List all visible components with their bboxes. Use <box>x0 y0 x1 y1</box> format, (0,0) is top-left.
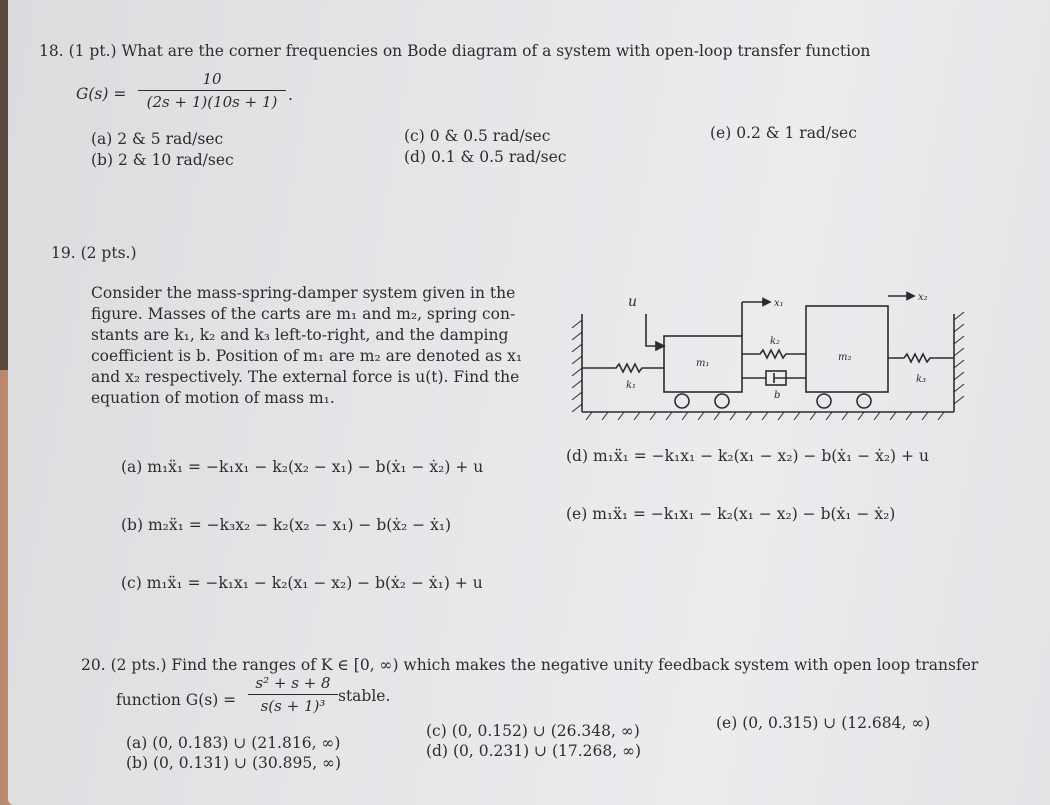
label-x2: x₂ <box>918 292 928 303</box>
q20-fraction <box>248 674 338 715</box>
q18-option-a: (a) 2 & 5 rad/sec <box>91 130 224 148</box>
q18-header: 18. (1 pt.) What are the corner frequencies on Bode diagram of a system with open-loop transfer function <box>39 42 871 60</box>
x2-arrowhead <box>907 293 914 300</box>
q19-text-line: equation of motion of mass m₁. <box>91 389 335 407</box>
q19-option-a: (a) m₁ẍ₁ = −k₁x₁ − k₂(x₂ − x₁) − b(ẋ₁ − ẋ₂) + u <box>121 458 484 476</box>
damper-b <box>742 371 806 385</box>
q19-option-c: (c) m₁ẍ₁ = −k₁x₁ − k₂(x₁ − x₂) − b(ẋ₂ − ẋ₁) + u <box>121 574 483 592</box>
q18-denominator: (2s + 1)(10s + 1) <box>138 90 286 111</box>
q18-period: . <box>288 86 293 104</box>
q19-option-b: (b) m₂ẍ₁ = −k₃x₂ − k₂(x₂ − x₁) − b(ẋ₂ − ẋ₁) <box>121 516 452 534</box>
force-u-arrowhead <box>656 342 664 350</box>
label-k3: k₃ <box>916 374 927 385</box>
q19-text-line: stants are k₁, k₂ and k₃ left-to-right, and the damping <box>91 326 509 344</box>
q19-text-line: Consider the mass-spring-damper system given in the <box>91 284 516 302</box>
ground-hatch <box>586 412 944 420</box>
q19-text-line: and x₂ respectively. The external force is u(t). Find the <box>91 368 520 386</box>
wheel <box>817 394 831 408</box>
q18-g-label: G(s) = <box>76 85 127 103</box>
q20-stable: stable. <box>338 687 391 705</box>
q20-option-b: (b) (0, 0.131) ∪ (30.895, ∞) <box>126 754 342 772</box>
left-wall-hatch <box>572 320 582 412</box>
label-k2: k₂ <box>770 336 781 347</box>
label-m2: m₂ <box>838 352 852 363</box>
q20-option-e: (e) (0, 0.315) ∪ (12.684, ∞) <box>716 714 931 732</box>
label-b: b <box>774 390 781 401</box>
mass-spring-damper-figure <box>568 286 968 426</box>
q20-header: 20. (2 pts.) Find the ranges of K ∈ [0, ∞) which makes the negative unity feedback system with open loop transfer <box>81 656 979 674</box>
q18-option-c: (c) 0 & 0.5 rad/sec <box>404 127 551 145</box>
q19-header: 19. (2 pts.) <box>51 244 137 262</box>
spring-k3 <box>888 354 954 362</box>
spring-k1 <box>582 364 664 372</box>
exam-page <box>8 0 1050 805</box>
q19-text-line: figure. Masses of the carts are m₁ and m₂, spring con- <box>91 305 516 323</box>
label-u: u <box>628 294 638 310</box>
label-k1: k₁ <box>626 380 637 391</box>
q20-option-c: (c) (0, 0.152) ∪ (26.348, ∞) <box>426 722 640 740</box>
q18-option-b: (b) 2 & 10 rad/sec <box>91 151 234 169</box>
q18-numerator: 10 <box>202 70 222 88</box>
q18-fraction <box>138 70 286 111</box>
label-m1: m₁ <box>696 358 710 369</box>
q18-option-e: (e) 0.2 & 1 rad/sec <box>710 124 857 142</box>
wheel <box>675 394 689 408</box>
spring-k2 <box>742 350 806 358</box>
wheel <box>857 394 871 408</box>
force-u-arrow <box>646 314 664 346</box>
q19-text-line: coefficient is b. Position of m₁ are m₂ are denoted as x₁ <box>91 347 523 365</box>
label-x1: x₁ <box>774 298 784 309</box>
q19-option-d: (d) m₁ẍ₁ = −k₁x₁ − k₂(x₁ − x₂) − b(ẋ₁ − ẋ₂) + u <box>566 447 929 465</box>
q20-option-d: (d) (0, 0.231) ∪ (17.268, ∞) <box>426 742 642 760</box>
q18-option-d: (d) 0.1 & 0.5 rad/sec <box>404 148 567 166</box>
q19-option-e: (e) m₁ẍ₁ = −k₁x₁ − k₂(x₁ − x₂) − b(ẋ₁ − ẋ₂) <box>566 505 896 523</box>
q20-numerator: s² + s + 8 <box>255 674 331 692</box>
cart-m2 <box>806 306 888 392</box>
right-wall-hatch <box>954 312 964 404</box>
q20-option-a: (a) (0, 0.183) ∪ (21.816, ∞) <box>126 734 341 752</box>
wheel <box>715 394 729 408</box>
q20-denominator: s(s + 1)³ <box>248 694 338 715</box>
q19-problem-text <box>91 283 522 409</box>
x1-arrowhead <box>763 299 770 306</box>
q20-function-label: function G(s) = <box>116 691 237 709</box>
